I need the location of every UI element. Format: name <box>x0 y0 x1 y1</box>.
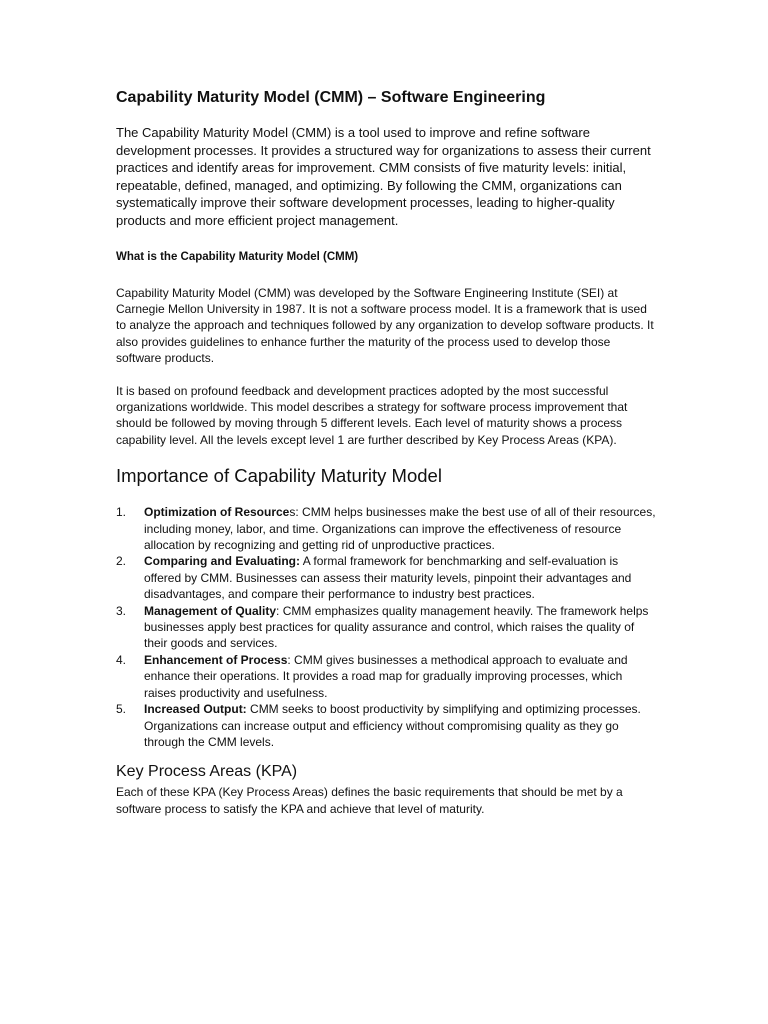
list-item-title: Comparing and Evaluating: <box>144 554 301 569</box>
document-title: Capability Maturity Model (CMM) – Software Engineering <box>116 89 546 106</box>
importance-list <box>116 504 656 750</box>
strategy-paragraph: It is based on profound feedback and development practices adopted by the most successful organizations worldwide. This model describes a strategy for software process improvement that should be followed by moving through 5 different levels. Each level of maturity shows a process capability level. All the levels except level 1 are further described by Key Process Areas (KPA). <box>116 383 628 447</box>
intro-paragraph: The Capability Maturity Model (CMM) is a tool used to improve and refine software development processes. It provides a structured way for organizations to assess their current practices and identify areas for improvement. CMM consists of five maturity levels: initial, repeatable, defined, managed, and optimizing. By following the CMM, organizations can systematically improve their software development processes, leading to higher-quality products and more efficient project management. <box>116 125 651 228</box>
document-content <box>116 88 656 817</box>
list-item <box>116 603 656 652</box>
list-item <box>116 652 656 701</box>
list-item-text: : CMM gives businesses a methodical approach to evaluate and enhance their operations. It provides a road map for gradually improving processes, which raises productivity and usefulness. <box>144 652 628 700</box>
list-item <box>116 553 656 602</box>
list-number: 3. <box>116 603 127 618</box>
list-item-title: Optimization of Resource <box>144 505 290 520</box>
list-number: 2. <box>116 554 127 569</box>
list-item-text: : CMM emphasizes quality management heavily. The framework helps businesses apply best practices for quality assurance and control, which raises the quality of their goods and services. <box>144 603 649 651</box>
kpa-paragraph: Each of these KPA (Key Process Areas) defines the basic requirements that should be met by a software process to satisfy the KPA and achieve that level of maturity. <box>116 785 623 816</box>
list-item-title: Management of Quality <box>144 603 277 618</box>
list-number: 4. <box>116 652 127 667</box>
list-number: 5. <box>116 702 127 717</box>
list-item <box>116 504 656 553</box>
what-is-cmm-heading: What is the Capability Maturity Model (CMM) <box>116 250 359 263</box>
list-number: 1. <box>116 505 127 520</box>
importance-heading: Importance of Capability Maturity Model <box>116 465 442 487</box>
list-item <box>116 701 656 750</box>
list-item-text: A formal framework for benchmarking and self-evaluation is offered by CMM. Businesses can assess their maturity levels, pinpoint their advantages and disadvantages, and compare their performance to industry best practices. <box>144 554 632 602</box>
history-paragraph: Capability Maturity Model (CMM) was developed by the Software Engineering Institute (SEI) at Carnegie Mellon University in 1987. It is not a software process model. It is a framework that is used to analyze the approach and techniques followed by any organization to develop software products. It also provides guidelines to enhance further the maturity of the process used to develop those software products. <box>116 285 654 366</box>
list-item-title: Increased Output: <box>144 702 247 717</box>
list-item-text: CMM seeks to boost productivity by simplifying and optimizing processes. Organizations can increase output and efficiency without compromising quality as they go through the CMM levels. <box>144 702 641 749</box>
list-item-title: Enhancement of Process <box>144 652 288 667</box>
kpa-heading: Key Process Areas (KPA) <box>116 763 298 781</box>
list-item-text: s: CMM helps businesses make the best use of all of their resources, including money, labor, and time. Organizations can improve the effectiveness of resource allocation by recognizing and getting rid of unproductive practices. <box>144 505 656 553</box>
